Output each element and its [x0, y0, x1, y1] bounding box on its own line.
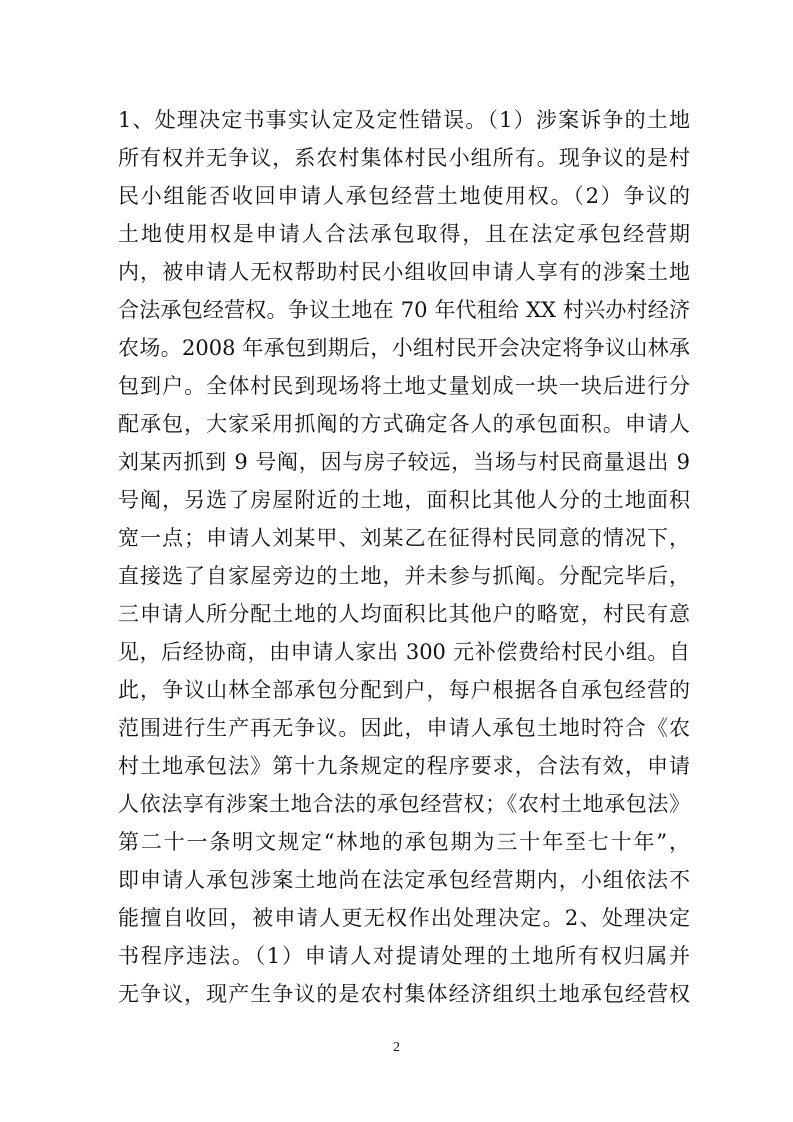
text-line: 宽一点；申请人刘某甲、刘某乙在征得村民同意的情况下，: [118, 526, 690, 550]
text-line: 人依法享有涉案土地合法的承包经营权；《农村土地承包法》: [118, 792, 690, 816]
text-line: 即申请人承包涉案土地尚在法定承包经营期内，小组依法不: [118, 868, 690, 892]
text-line: 民小组能否收回申请人承包经营土地使用权。（2）争议的: [118, 184, 690, 208]
text-line: 农场。2008 年承包到期后，小组村民开会决定将争议山林承: [118, 336, 690, 360]
text-line: 无争议，现产生争议的是农村集体经济组织土地承包经营权: [118, 982, 690, 1006]
page-number: 2: [393, 1040, 400, 1055]
text-line: 此，争议山林全部承包分配到户，每户根据各自承包经营的: [118, 678, 690, 702]
text-line: 能擅自收回，被申请人更无权作出处理决定。2、处理决定: [118, 906, 690, 930]
text-line: 所有权并无争议，系农村集体村民小组所有。现争议的是村: [118, 146, 690, 170]
text-line: 号阄，另选了房屋附近的土地，面积比其他人分的土地面积: [118, 488, 690, 512]
text-line: 刘某丙抓到 9 号阄，因与房子较远，当场与村民商量退出 9: [118, 450, 690, 474]
text-line: 书程序违法。（1）申请人对提请处理的土地所有权归属并: [118, 944, 690, 968]
text-line: 三申请人所分配土地的人均面积比其他户的略宽，村民有意: [118, 602, 690, 626]
text-line: 见，后经协商，由申请人家出 300 元补偿费给村民小组。自: [118, 640, 690, 664]
text-line: 1、处理决定书事实认定及定性错误。（1）涉案诉争的土地: [118, 108, 690, 132]
text-line: 第二十一条明文规定“林地的承包期为三十年至七十年”，: [118, 830, 690, 854]
text-line: 范围进行生产再无争议。因此，申请人承包土地时符合《农: [118, 716, 690, 740]
text-line: 土地使用权是申请人合法承包取得，且在法定承包经营期: [118, 222, 690, 246]
text-line: 配承包，大家采用抓阄的方式确定各人的承包面积。申请人: [118, 412, 690, 436]
text-line: 直接选了自家屋旁边的土地，并未参与抓阄。分配完毕后，: [118, 564, 690, 588]
body-text: [118, 101, 690, 1013]
text-line: 合法承包经营权。争议土地在 70 年代租给 XX 村兴办村经济: [118, 298, 690, 322]
text-line: 内，被申请人无权帮助村民小组收回申请人享有的涉案土地: [118, 260, 690, 284]
text-line: 包到户。全体村民到现场将土地丈量划成一块一块后进行分: [118, 374, 690, 398]
text-line: 村土地承包法》第十九条规定的程序要求，合法有效，申请: [118, 754, 690, 778]
